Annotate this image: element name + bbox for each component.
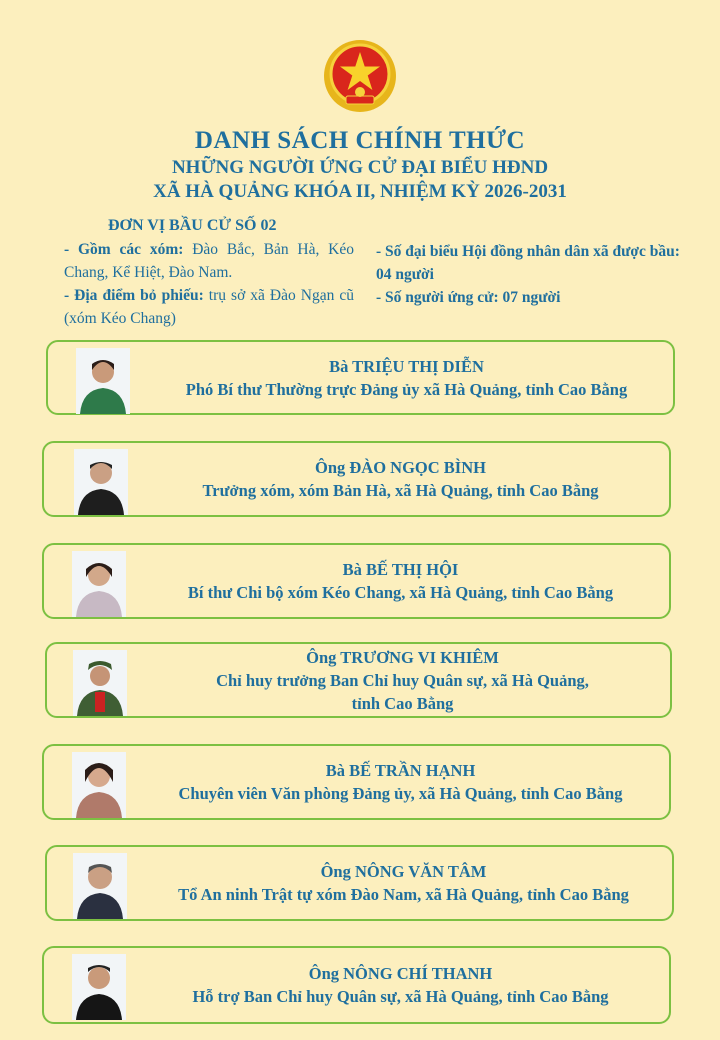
page-subtitle-term: XÃ HÀ QUẢNG KHÓA II, NHIỆM KỲ 2026-2031 xyxy=(153,181,567,202)
unit-info-left xyxy=(64,238,354,330)
candidate-photo xyxy=(74,449,128,515)
candidate-role: Chỉ huy trưởng Ban Chỉ huy Quân sự, xã Hà Quảng, xyxy=(216,670,589,690)
page-title: DANH SÁCH CHÍNH THỨC xyxy=(194,127,526,154)
candidate-name: Ông TRƯƠNG VI KHIÊM xyxy=(306,647,499,667)
page-subtitle: NHỮNG NGƯỜI ỨNG CỬ ĐẠI BIỂU HĐND xyxy=(171,157,549,178)
candidate-name: Ông NÔNG CHÍ THANH xyxy=(308,964,493,983)
candidate-role: Hỗ trợ Ban Chỉ huy Quân sự, xã Hà Quảng, tỉnh Cao Bằng xyxy=(192,987,609,1006)
candidate-role: Tổ An ninh Trật tự xóm Đào Nam, xã Hà Quảng, tỉnh Cao Bằng xyxy=(178,885,629,904)
candidate-card xyxy=(42,441,671,517)
candidate-text xyxy=(143,644,662,716)
candidate-name: Bà BẾ THỊ HỘI xyxy=(342,560,459,579)
location-line xyxy=(64,284,354,330)
candidate-name: Bà BẾ TRẦN HẠNH xyxy=(325,761,476,780)
candidate-photo xyxy=(72,954,126,1020)
candidate-text xyxy=(140,746,661,818)
candidate-text xyxy=(140,545,661,617)
candidate-name: Ông NÔNG VĂN TÂM xyxy=(320,862,487,881)
candidate-card xyxy=(45,845,674,921)
location-value: trụ sở xã Đào Ngạn cũ (xóm Kéo Chang) xyxy=(64,287,354,327)
candidate-role: Chuyên viên Văn phòng Đảng ủy, xã Hà Quảng, tỉnh Cao Bằng xyxy=(178,784,623,803)
candidate-name: Bà TRIỆU THỊ DIỄN xyxy=(329,356,484,376)
candidate-text xyxy=(140,443,661,515)
location-label: - Địa điểm bỏ phiếu: xyxy=(64,287,204,304)
candidate-card xyxy=(45,642,672,718)
candidate-card xyxy=(42,543,671,619)
candidate-card xyxy=(42,946,671,1024)
candidate-photo xyxy=(76,348,130,414)
hamlets-label: - Gồm các xóm: xyxy=(64,241,184,258)
candidate-text xyxy=(140,948,661,1022)
candidate-card xyxy=(46,340,675,415)
candidate-name: Ông ĐÀO NGỌC BÌNH xyxy=(315,458,486,477)
candidate-role: Trưởng xóm, xóm Bản Hà, xã Hà Quảng, tỉnh Cao Bằng xyxy=(202,481,599,500)
unit-info-right xyxy=(376,240,692,309)
candidate-photo xyxy=(72,752,126,818)
delegates-elected: - Số đại biểu Hội đồng nhân dân xã được bầu: 04 người xyxy=(376,243,680,283)
candidate-text xyxy=(143,847,664,919)
unit-heading: ĐƠN VỊ BẦU CỬ SỐ 02 xyxy=(108,217,277,234)
candidates-count: - Số người ứng cử: 07 người xyxy=(376,289,561,306)
title-block xyxy=(0,126,720,204)
national-emblem xyxy=(322,38,398,114)
candidate-photo xyxy=(73,650,127,716)
candidate-text xyxy=(148,342,665,413)
candidate-role: Phó Bí thư Thường trực Đảng ủy xã Hà Quảng, tỉnh Cao Bằng xyxy=(185,379,628,399)
candidate-photo xyxy=(73,853,127,919)
candidate-role: Bí thư Chi bộ xóm Kéo Chang, xã Hà Quảng, tỉnh Cao Bằng xyxy=(187,583,614,602)
candidate-card xyxy=(42,744,671,820)
candidate-role-cont: tỉnh Cao Bằng xyxy=(351,693,454,713)
hamlets-value: Đào Bắc, Bản Hà, Kéo Chang, Kể Hiệt, Đào Nam. xyxy=(64,241,354,281)
hamlets-line xyxy=(64,238,354,284)
candidate-photo xyxy=(72,551,126,617)
